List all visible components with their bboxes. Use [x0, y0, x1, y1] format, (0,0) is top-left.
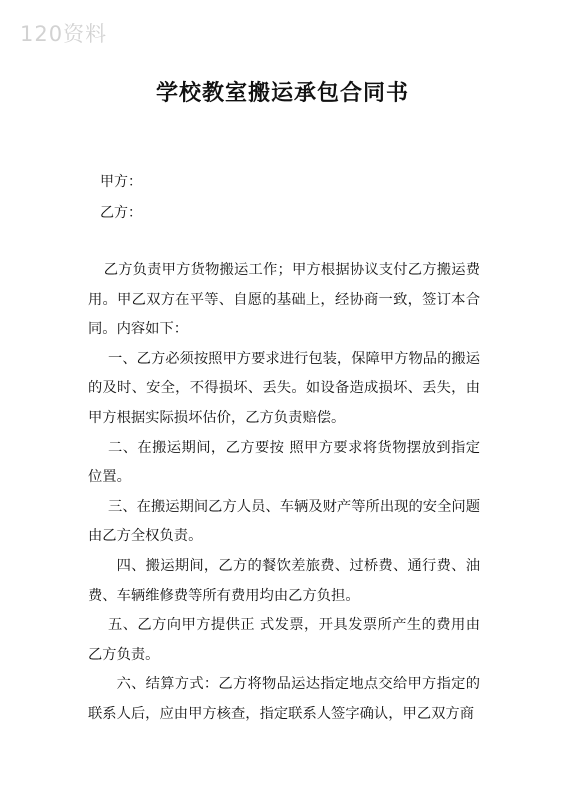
document-title: 学校教室搬运承包合同书: [155, 80, 409, 106]
paragraph-clause-4: 四、搬运期间，乙方的餐饮差旅费、过桥费、通行费、油费、车辆维修费等所有费用均由乙方负担。: [88, 557, 480, 604]
paragraph-clause-3: 三、在搬运期间乙方人员、车辆及财产等所出现的安全问题由乙方全权负责。: [88, 498, 480, 545]
party-b-label: 乙方：: [100, 205, 142, 221]
party-a-label: 甲方：: [100, 174, 142, 190]
paragraph-intro: 乙方负责甲方货物搬运工作；甲方根据协议支付乙方搬运费用。甲乙双方在平等、自愿的基础上，经协商一致，签订本合同。内容如下：: [88, 262, 480, 338]
paragraph-clause-6: 六、结算方式：乙方将物品运达指定地点交给甲方指定的联系人后，应由甲方核查，指定联系人签字确认，甲乙双方商: [88, 676, 480, 722]
paragraph-clause-2: 二、在搬运期间，乙方要按 照甲方要求将货物摆放到指定位置。: [88, 439, 480, 486]
watermark-logo: 120资料: [20, 22, 108, 46]
contract-body: [88, 256, 480, 730]
paragraph-clause-5: 五、乙方向甲方提供正 式发票，开具发票所产生的费用由乙方负责。: [88, 617, 480, 663]
paragraph-clause-1: 一、乙方必须按照甲方要求进行包装，保障甲方物品的搬运的及时、安全，不得损坏、丢失。如设备造成损坏、丢失，由甲方根据实际损坏估价，乙方负责赔偿。: [88, 350, 480, 426]
